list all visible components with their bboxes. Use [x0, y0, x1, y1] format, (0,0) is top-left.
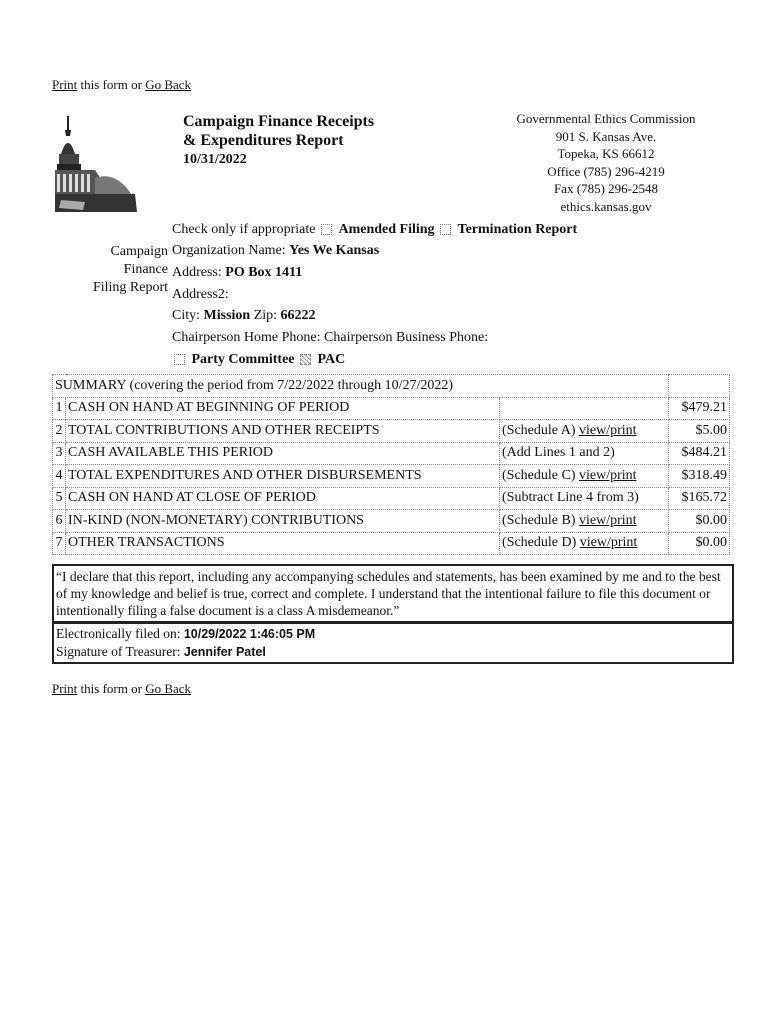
go-back-link-bottom[interactable]: Go Back [145, 681, 192, 696]
summary-schedule-text: (Subtract Line 4 from 3) [502, 490, 639, 506]
summary-line-number: 2 [53, 420, 66, 443]
filed-label: Electronically filed on: [56, 626, 181, 641]
check-prompt: Check only if appropriate [172, 222, 316, 237]
report-title-line1: Campaign Finance Receipts [183, 113, 375, 130]
address-value: PO Box 1411 [225, 265, 303, 280]
summary-line-label: IN-KIND (NON-MONETARY) CONTRIBUTIONS [66, 510, 500, 533]
report-title [183, 112, 374, 169]
summary-schedule-cell [500, 532, 669, 555]
filing-signature-box [52, 622, 734, 664]
committee-type-line [172, 352, 345, 368]
amended-checkbox[interactable] [321, 224, 332, 235]
declaration-text: “I declare that this report, including any accompanying schedules and statements, has been examined by me and to the best of my knowledge and belief is true, correct and complete. I understand that the intentional failure to file this document or intentionally filing a false document is a class A misdemeanor.” [56, 569, 721, 618]
summary-schedule-text: (Add Lines 1 and 2) [502, 445, 615, 461]
summary-row [53, 397, 730, 420]
summary-row [53, 420, 730, 443]
kansas-capitol-logo [55, 114, 137, 212]
summary-amount: $0.00 [669, 532, 730, 555]
pac-checkbox[interactable] [300, 354, 311, 365]
summary-schedule-text: (Schedule D) [502, 535, 577, 551]
city-zip-line [172, 308, 316, 324]
agency-website: ethics.kansas.gov [560, 198, 652, 214]
summary-line-number: 1 [53, 397, 66, 420]
signature-label: Signature of Treasurer: [56, 644, 181, 659]
summary-table [52, 374, 730, 555]
summary-row [53, 532, 730, 555]
address2-label: Address2: [172, 287, 229, 302]
summary-line-label: CASH ON HAND AT BEGINNING OF PERIOD [66, 397, 500, 420]
summary-header-blank [669, 375, 730, 398]
business-phone-label: Chairperson Business Phone: [324, 330, 489, 345]
side-label-line3: Filing Report [92, 280, 168, 295]
nav-middle-text: this form or [80, 77, 142, 92]
view-print-link[interactable]: view/print [578, 467, 637, 483]
summary-line-label: CASH AVAILABLE THIS PERIOD [66, 442, 500, 465]
home-phone-label: Chairperson Home Phone: [172, 330, 321, 345]
summary-line-label: TOTAL CONTRIBUTIONS AND OTHER RECEIPTS [66, 420, 500, 443]
address-line [172, 265, 302, 281]
filed-line [56, 625, 730, 643]
party-committee-label: Party Committee [191, 352, 295, 367]
signature-value: Jennifer Patel [183, 645, 266, 659]
summary-header: SUMMARY (covering the period from 7/22/2022 through 10/27/2022) [53, 375, 669, 398]
city-label: City: [172, 308, 201, 323]
summary-schedule-cell [500, 442, 669, 465]
summary-schedule-cell [500, 510, 669, 533]
summary-line-label: CASH ON HAND AT CLOSE OF PERIOD [66, 487, 500, 510]
summary-line-number: 6 [53, 510, 66, 533]
amended-label: Amended Filing [338, 222, 435, 237]
org-value: Yes We Kansas [289, 243, 380, 258]
summary-line-number: 4 [53, 465, 66, 488]
report-date: 10/31/2022 [183, 152, 247, 167]
summary-schedule-cell [500, 420, 669, 443]
city-value: Mission [203, 308, 251, 323]
go-back-link[interactable]: Go Back [145, 77, 192, 92]
summary-row [53, 510, 730, 533]
summary-row [53, 442, 730, 465]
pac-label: PAC [317, 352, 346, 367]
declaration-box [52, 564, 734, 623]
view-print-link[interactable]: view/print [579, 535, 638, 551]
address2-line [172, 287, 229, 303]
summary-schedule-cell [500, 487, 669, 510]
phone-line [172, 330, 488, 346]
address-label: Address: [172, 265, 222, 280]
summary-amount: $484.21 [669, 442, 730, 465]
agency-fax: Fax (785) 296-2548 [554, 181, 658, 196]
agency-address-block [495, 110, 717, 215]
summary-row [53, 465, 730, 488]
side-label-line2: Finance [123, 262, 168, 277]
agency-street: 901 S. Kansas Ave. [555, 128, 657, 144]
signature-line [56, 643, 730, 661]
bottom-nav [52, 681, 191, 697]
check-line [172, 222, 577, 238]
zip-value: 66222 [280, 308, 316, 323]
summary-line-number: 5 [53, 487, 66, 510]
termination-label: Termination Report [457, 222, 578, 237]
summary-amount: $0.00 [669, 510, 730, 533]
view-print-link[interactable]: view/print [578, 512, 637, 528]
nav-middle-text-bottom: this form or [80, 681, 142, 696]
summary-row [53, 487, 730, 510]
summary-line-label: TOTAL EXPENDITURES AND OTHER DISBURSEMENTS [66, 465, 500, 488]
top-nav [52, 77, 191, 93]
summary-header-row [53, 375, 730, 398]
party-committee-checkbox[interactable] [174, 354, 185, 365]
summary-schedule-cell [500, 397, 669, 420]
summary-amount: $479.21 [669, 397, 730, 420]
summary-line-number: 7 [53, 532, 66, 555]
summary-line-number: 3 [53, 442, 66, 465]
summary-schedule-text: (Schedule A) [502, 422, 576, 438]
print-link-bottom[interactable]: Print [52, 681, 78, 696]
termination-checkbox[interactable] [440, 224, 451, 235]
view-print-link[interactable]: view/print [578, 422, 637, 438]
summary-amount: $165.72 [669, 487, 730, 510]
side-label-line1: Campaign [110, 244, 168, 259]
agency-name: Governmental Ethics Commission [516, 111, 696, 126]
summary-line-label: OTHER TRANSACTIONS [66, 532, 500, 555]
side-label [80, 243, 168, 297]
print-link[interactable]: Print [52, 77, 78, 92]
agency-city: Topeka, KS 66612 [557, 146, 655, 161]
summary-schedule-text: (Schedule B) [502, 512, 576, 528]
summary-schedule-cell [500, 465, 669, 488]
report-title-line2: & Expenditures Report [183, 132, 344, 149]
summary-amount: $318.49 [669, 465, 730, 488]
zip-label: Zip: [253, 308, 278, 323]
org-label: Organization Name: [172, 243, 286, 258]
org-line [172, 243, 379, 259]
summary-amount: $5.00 [669, 420, 730, 443]
filed-value: 10/29/2022 1:46:05 PM [183, 627, 316, 641]
agency-office-phone: Office (785) 296-4219 [547, 163, 665, 179]
summary-schedule-text: (Schedule C) [502, 467, 576, 483]
